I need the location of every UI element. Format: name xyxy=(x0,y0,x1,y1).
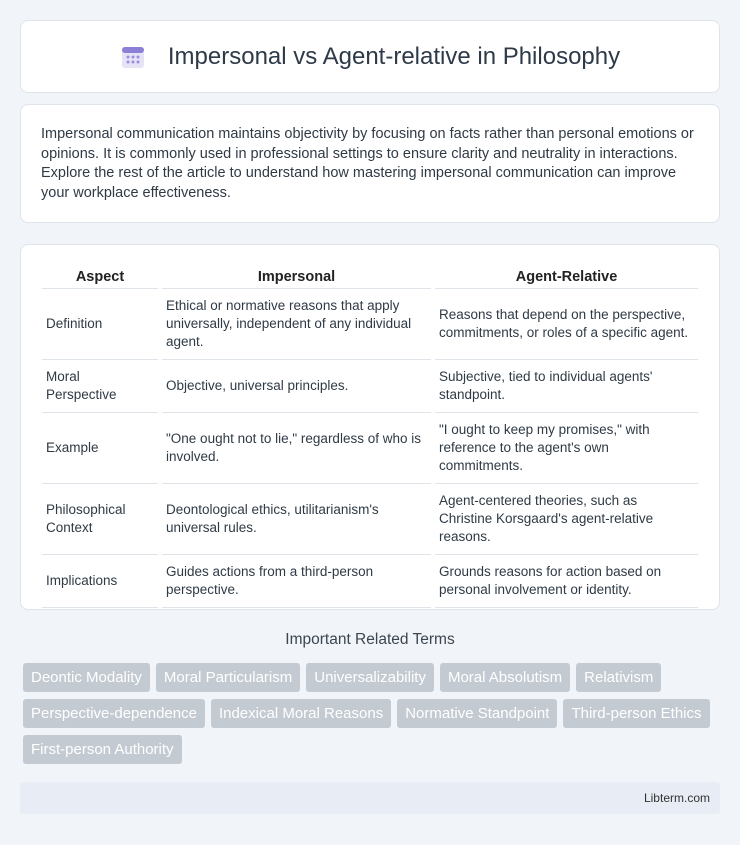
comparison-card xyxy=(20,244,720,610)
table-cell: Reasons that depend on the perspective, commitments, or roles of a specific agent. xyxy=(435,289,698,360)
table-cell: Moral Perspective xyxy=(42,360,158,413)
table-cell: Ethical or normative reasons that apply universally, independent of any individual agent. xyxy=(162,289,431,360)
title-card xyxy=(20,20,720,93)
table-cell: Grounds reasons for action based on personal involvement or identity. xyxy=(435,555,698,608)
related-term-tag[interactable]: Perspective-dependence xyxy=(23,699,205,728)
related-term-tag[interactable]: Relativism xyxy=(576,663,661,692)
table-cell: Subjective, tied to individual agents' standpoint. xyxy=(435,360,698,413)
table-cell: Guides actions from a third-person perspective. xyxy=(162,555,431,608)
table-row xyxy=(42,289,698,360)
footer xyxy=(20,782,720,814)
table-cell: Implications xyxy=(42,555,158,608)
table-cell: Objective, universal principles. xyxy=(162,360,431,413)
table-row xyxy=(42,360,698,413)
related-terms-list xyxy=(23,663,723,764)
related-terms-title: Important Related Terms xyxy=(285,631,455,648)
related-term-tag[interactable]: Normative Standpoint xyxy=(397,699,557,728)
column-header: Agent-Relative xyxy=(435,265,698,289)
related-term-tag[interactable]: First-person Authority xyxy=(23,735,182,764)
table-header-row xyxy=(42,265,698,289)
footer-brand[interactable]: Libterm.com xyxy=(643,791,710,805)
related-term-tag[interactable]: Deontic Modality xyxy=(23,663,150,692)
table-row xyxy=(42,413,698,484)
related-term-tag[interactable]: Indexical Moral Reasons xyxy=(211,699,391,728)
comparison-table xyxy=(38,265,702,608)
related-term-tag[interactable]: Universalizability xyxy=(306,663,434,692)
table-cell: Deontological ethics, utilitarianism's universal rules. xyxy=(162,484,431,555)
table-cell: Definition xyxy=(42,289,158,360)
calendar-grid-icon xyxy=(120,44,146,70)
table-cell: Philosophical Context xyxy=(42,484,158,555)
intro-text: Impersonal communication maintains objectivity by focusing on facts rather than personal emotions or opinions. It is commonly used in professional settings to ensure clarity and neutrality in interactions. Explore the rest of the article to understand how mastering impersonal communication can improve your workplace effectiveness. xyxy=(41,126,694,201)
table-row xyxy=(42,555,698,608)
column-header: Impersonal xyxy=(162,265,431,289)
table-cell: "One ought not to lie," regardless of who is involved. xyxy=(162,413,431,484)
related-term-tag[interactable]: Moral Particularism xyxy=(156,663,300,692)
table-row xyxy=(42,484,698,555)
column-header: Aspect xyxy=(42,265,158,289)
table-cell: Agent-centered theories, such as Christine Korsgaard's agent-relative reasons. xyxy=(435,484,698,555)
page-title: Impersonal vs Agent-relative in Philosophy xyxy=(167,42,621,70)
table-cell: Example xyxy=(42,413,158,484)
intro-card xyxy=(20,104,720,223)
related-term-tag[interactable]: Moral Absolutism xyxy=(440,663,570,692)
related-term-tag[interactable]: Third-person Ethics xyxy=(563,699,709,728)
table-cell: "I ought to keep my promises," with reference to the agent's own commitments. xyxy=(435,413,698,484)
